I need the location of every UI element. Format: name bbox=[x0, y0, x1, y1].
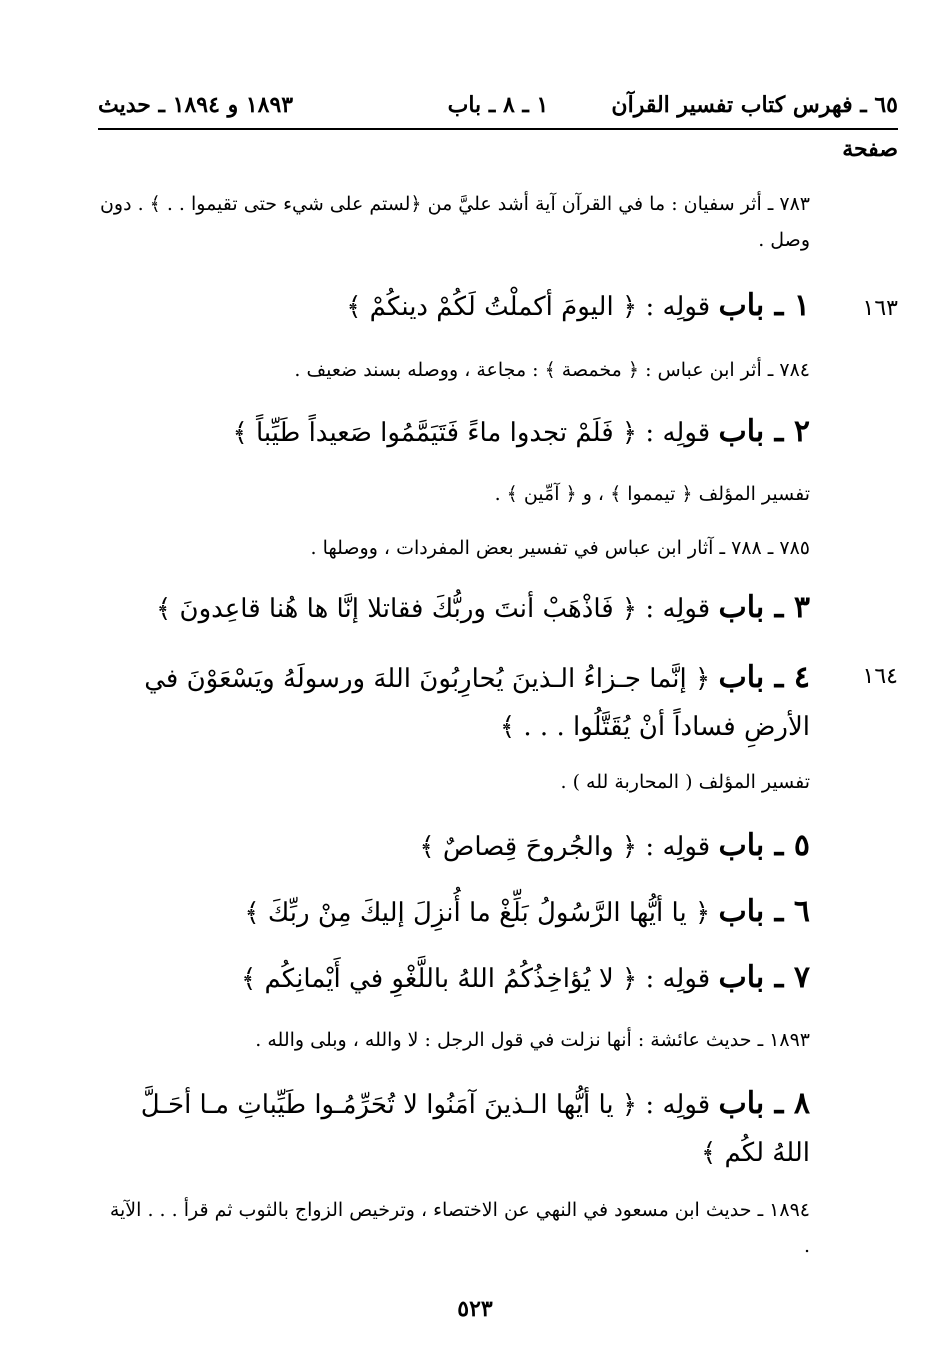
bab-2-number: ٢ ـ باب bbox=[718, 414, 810, 449]
bab-8-text: قولِه : ﴿ يا أيُّها الـذينَ آمَنُوا لا تُحَرِّمُـوا طَيِّباتِ مـا أحَـلَّ اللهُ لكُم ﴾ bbox=[140, 1090, 810, 1168]
bab-1-number: ١ ـ باب bbox=[718, 288, 810, 323]
tafsir-note-1: تفسير المؤلف ﴿ تيمموا ﴾ ، و ﴿ آمِّين ﴾ . bbox=[494, 483, 810, 505]
bab-2-text: قولِه : ﴿ فَلَمْ تجدوا ماءً فَتَيَمَّمُوا صَعيداً طَيِّباً ﴾ bbox=[232, 418, 711, 448]
bab-5-text: قولِه : ﴿ والجُروحَ قِصاصٌ ﴾ bbox=[419, 832, 711, 862]
bab-4 bbox=[98, 654, 810, 751]
bab-3-text: قولِه : ﴿ فَاذْهَبْ أنتَ وربُّكَ فقاتلا إنَّا ها هُنا قاعِدونَ ﴾ bbox=[155, 594, 711, 624]
bab-7-number: ٧ ـ باب bbox=[718, 960, 810, 995]
bab-8 bbox=[98, 1080, 810, 1177]
bab-6-number: ٦ ـ باب bbox=[718, 894, 810, 929]
bab-8-number: ٨ ـ باب bbox=[718, 1086, 810, 1121]
bab-3 bbox=[98, 584, 810, 633]
bab-7-text: قولِه : ﴿ لا يُؤاخِذُكُمُ اللهُ باللَّغْوِ في أَيْمانِكُم ﴾ bbox=[240, 964, 711, 994]
page-column-label: صفحة bbox=[842, 136, 898, 162]
bab-2 bbox=[98, 408, 810, 457]
bab-7 bbox=[98, 954, 810, 1003]
page-number-footer: ٥٢٣ bbox=[457, 1296, 493, 1322]
entry-783: ٧٨٣ ـ أثر سفيان : ما في القرآن آية أشد عليَّ من ﴿لستم على شيء حتى تقيموا . . ﴾ . دون وصل . bbox=[99, 193, 810, 251]
bab-1-text: قولِه : ﴿ اليومَ أكملْتُ لَكُمْ دينكُمْ ﴾ bbox=[346, 292, 711, 322]
header-hadith-range: ١٨٩٣ و ١٨٩٤ ـ حديث bbox=[98, 92, 294, 118]
bab-1 bbox=[98, 282, 810, 331]
tafsir-note-2: تفسير المؤلف ( المحاربة لله ) . bbox=[560, 771, 810, 793]
entry-784: ٧٨٤ ـ أثر ابن عباس : ﴿ مخمصة ﴾ : مجاعة ، ووصله بسند ضعيف . bbox=[294, 359, 810, 381]
bab-6-text: ﴿ يا أيُّها الرَّسُولُ بَلِّغْ ما أُنزِلَ إليكَ مِنْ ربِّكَ ﴾ bbox=[244, 898, 711, 928]
bab-4-number: ٤ ـ باب bbox=[718, 660, 810, 695]
hadith-1893: ١٨٩٣ ـ حديث عائشة : أنها نزلت في قول الرجل : لا والله ، وبلى والله . bbox=[255, 1029, 810, 1051]
bab-4-text: ﴿ إنَّما جـزاءُ الـذينَ يُحارِبُونَ اللهَ ورسولَهُ ويَسْعَوْنَ في الأرضِ فساداً أنْ يُقَتَّلُوا . . . ﴾ bbox=[144, 664, 810, 742]
bab-5-number: ٥ ـ باب bbox=[718, 828, 810, 863]
running-header bbox=[98, 88, 898, 130]
bab-3-number: ٣ ـ باب bbox=[718, 590, 810, 625]
bab-6 bbox=[98, 888, 810, 937]
header-chapter-title: ٦٥ ـ فهرس كتاب تفسير القرآن bbox=[611, 92, 898, 118]
bab-5 bbox=[98, 822, 810, 871]
header-section-range: ١ ـ ٨ ـ باب bbox=[447, 92, 549, 118]
page-ref-163: ١٦٣ bbox=[862, 296, 898, 321]
entry-785-788: ٧٨٥ ـ ٧٨٨ ـ آثار ابن عباس في تفسير بعض المفردات ، ووصلها . bbox=[310, 537, 810, 559]
hadith-1894: ١٨٩٤ ـ حديث ابن مسعود في النهي عن الاختصاء ، وترخيص الزواج بالثوب ثم قرأ . . . الآية . bbox=[109, 1199, 810, 1257]
page-ref-164: ١٦٤ bbox=[862, 664, 898, 689]
